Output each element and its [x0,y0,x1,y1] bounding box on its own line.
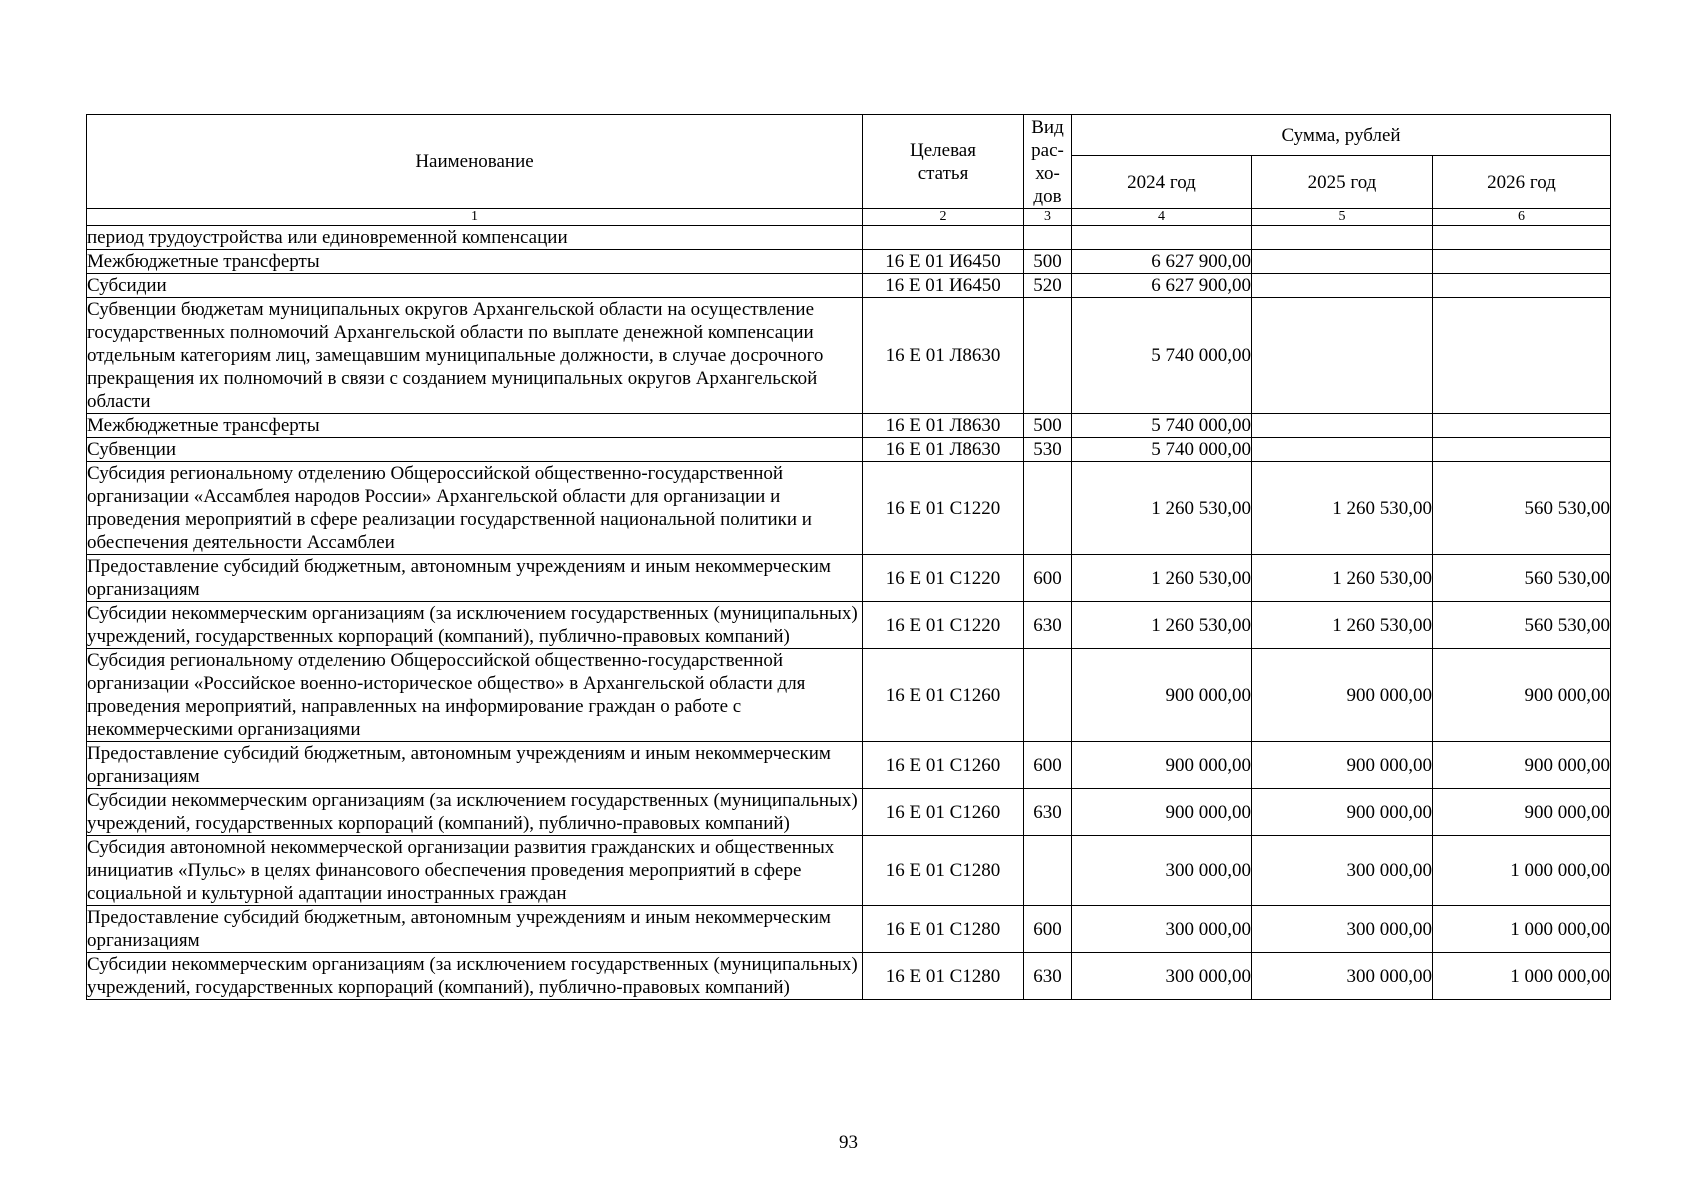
row-amount-2024: 300 000,00 [1072,836,1252,906]
column-number: 5 [1252,209,1433,226]
column-number: 4 [1072,209,1252,226]
row-amount-2026: 900 000,00 [1433,649,1611,742]
row-amount-2026: 560 530,00 [1433,462,1611,555]
table-row [87,462,1611,555]
row-amount-2024: 900 000,00 [1072,789,1252,836]
header-target-article: Целевая статья [863,115,1024,209]
header-name: Наименование [87,115,863,209]
column-number: 1 [87,209,863,226]
row-amount-2026 [1433,274,1611,298]
table-row [87,789,1611,836]
row-target-article: 16 Е 01 С1280 [863,836,1024,906]
row-amount-2025: 900 000,00 [1252,742,1433,789]
row-name: Субсидия региональному отделению Общероссийской общественно-государственной организации «Ассамблея народов России» Архангельской области для организации и проведения мероприятий в сфере реализации государственной национальной политики и обеспечения деятельности Ассамблеи [87,462,863,555]
row-expense-type [1024,298,1072,414]
row-name: Субсидии некоммерческим организациям (за исключением государственных (муниципальных) учреждений, государственных корпораций (компаний), публично-правовых компаний) [87,789,863,836]
row-expense-type [1024,462,1072,555]
row-name: период трудоустройства или единовременной компенсации [87,226,863,250]
row-target-article: 16 Е 01 И6450 [863,274,1024,298]
row-amount-2024: 1 260 530,00 [1072,462,1252,555]
row-amount-2025 [1252,250,1433,274]
row-name: Межбюджетные трансферты [87,414,863,438]
row-expense-type: 500 [1024,414,1072,438]
row-amount-2026: 560 530,00 [1433,555,1611,602]
row-amount-2024: 6 627 900,00 [1072,274,1252,298]
page-number: 93 [839,1132,858,1153]
header-sum: Сумма, рублей [1072,115,1611,156]
row-amount-2026: 1 000 000,00 [1433,953,1611,1000]
row-target-article [863,226,1024,250]
row-name: Субсидии [87,274,863,298]
row-expense-type: 630 [1024,789,1072,836]
row-target-article: 16 Е 01 Л8630 [863,414,1024,438]
row-amount-2025: 300 000,00 [1252,836,1433,906]
row-name: Субсидия автономной некоммерческой организации развития гражданских и общественных инициатив «Пульс» в целях финансового обеспечения проведения мероприятий в сфере социальной и культурной адаптации иностранных граждан [87,836,863,906]
row-target-article: 16 Е 01 С1220 [863,602,1024,649]
row-expense-type: 520 [1024,274,1072,298]
table-row [87,438,1611,462]
row-expense-type: 530 [1024,438,1072,462]
row-amount-2026 [1433,250,1611,274]
row-amount-2024: 900 000,00 [1072,742,1252,789]
row-name: Межбюджетные трансферты [87,250,863,274]
row-expense-type [1024,226,1072,250]
row-amount-2026 [1433,226,1611,250]
row-target-article: 16 Е 01 С1260 [863,649,1024,742]
row-amount-2024 [1072,226,1252,250]
row-target-article: 16 Е 01 И6450 [863,250,1024,274]
row-amount-2026: 560 530,00 [1433,602,1611,649]
row-expense-type [1024,836,1072,906]
row-name: Субсидия региональному отделению Общероссийской общественно-государственной организации «Российское военно-историческое общество» в Архангельской области для проведения мероприятий, направленных на информирование граждан о работе с некоммерческими организациями [87,649,863,742]
table-row [87,226,1611,250]
row-expense-type: 500 [1024,250,1072,274]
table-row [87,953,1611,1000]
row-name: Предоставление субсидий бюджетным, автономным учреждениям и иным некоммерческим организациям [87,742,863,789]
row-name: Предоставление субсидий бюджетным, автономным учреждениям и иным некоммерческим организациям [87,906,863,953]
row-amount-2025: 900 000,00 [1252,789,1433,836]
row-amount-2024: 1 260 530,00 [1072,555,1252,602]
table-row [87,250,1611,274]
row-amount-2025: 1 260 530,00 [1252,555,1433,602]
row-amount-2026 [1433,438,1611,462]
row-amount-2025 [1252,438,1433,462]
row-amount-2025 [1252,226,1433,250]
row-expense-type: 600 [1024,906,1072,953]
row-expense-type: 630 [1024,602,1072,649]
table-row [87,742,1611,789]
header-year-2026: 2026 год [1433,156,1611,209]
row-amount-2024: 300 000,00 [1072,906,1252,953]
row-name: Предоставление субсидий бюджетным, автономным учреждениям и иным некоммерческим организациям [87,555,863,602]
row-target-article: 16 Е 01 С1220 [863,462,1024,555]
row-amount-2025 [1252,414,1433,438]
row-name: Субсидии некоммерческим организациям (за исключением государственных (муниципальных) учреждений, государственных корпораций (компаний), публично-правовых компаний) [87,953,863,1000]
table-row [87,649,1611,742]
table-row [87,414,1611,438]
row-expense-type: 630 [1024,953,1072,1000]
row-amount-2026 [1433,298,1611,414]
row-target-article: 16 Е 01 Л8630 [863,298,1024,414]
budget-table [86,114,1611,1000]
row-target-article: 16 Е 01 С1220 [863,555,1024,602]
row-amount-2026: 1 000 000,00 [1433,906,1611,953]
row-expense-type [1024,649,1072,742]
row-amount-2026: 900 000,00 [1433,742,1611,789]
row-target-article: 16 Е 01 С1280 [863,953,1024,1000]
row-target-article: 16 Е 01 С1260 [863,742,1024,789]
row-name: Субвенции бюджетам муниципальных округов Архангельской области на осуществление государственных полномочий Архангельской области по выплате денежной компенсации отдельным категориям лиц, замещавшим муниципальные должности, в случае досрочного прекращения их полномочий в связи с созданием муниципальных округов Архангельской области [87,298,863,414]
row-amount-2026: 1 000 000,00 [1433,836,1611,906]
row-amount-2024: 5 740 000,00 [1072,414,1252,438]
header-expense-type: Вид рас-хо-дов [1024,115,1072,209]
table-row [87,298,1611,414]
table-row [87,602,1611,649]
header-year-2024: 2024 год [1072,156,1252,209]
row-amount-2025: 900 000,00 [1252,649,1433,742]
table-row [87,906,1611,953]
row-amount-2024: 900 000,00 [1072,649,1252,742]
row-target-article: 16 Е 01 С1260 [863,789,1024,836]
table-row [87,836,1611,906]
column-number: 3 [1024,209,1072,226]
row-amount-2024: 6 627 900,00 [1072,250,1252,274]
row-expense-type: 600 [1024,555,1072,602]
row-amount-2025: 300 000,00 [1252,953,1433,1000]
row-amount-2025 [1252,274,1433,298]
row-target-article: 16 Е 01 С1280 [863,906,1024,953]
row-target-article: 16 Е 01 Л8630 [863,438,1024,462]
column-number: 2 [863,209,1024,226]
table-row [87,555,1611,602]
header-year-2025: 2025 год [1252,156,1433,209]
row-amount-2024: 1 260 530,00 [1072,602,1252,649]
row-amount-2026 [1433,414,1611,438]
row-amount-2026: 900 000,00 [1433,789,1611,836]
row-amount-2025 [1252,298,1433,414]
row-amount-2024: 5 740 000,00 [1072,298,1252,414]
row-expense-type: 600 [1024,742,1072,789]
row-name: Субвенции [87,438,863,462]
row-name: Субсидии некоммерческим организациям (за исключением государственных (муниципальных) учреждений, государственных корпораций (компаний), публично-правовых компаний) [87,602,863,649]
row-amount-2025: 1 260 530,00 [1252,602,1433,649]
row-amount-2024: 5 740 000,00 [1072,438,1252,462]
row-amount-2025: 300 000,00 [1252,906,1433,953]
row-amount-2024: 300 000,00 [1072,953,1252,1000]
table-row [87,274,1611,298]
row-amount-2025: 1 260 530,00 [1252,462,1433,555]
column-number: 6 [1433,209,1611,226]
